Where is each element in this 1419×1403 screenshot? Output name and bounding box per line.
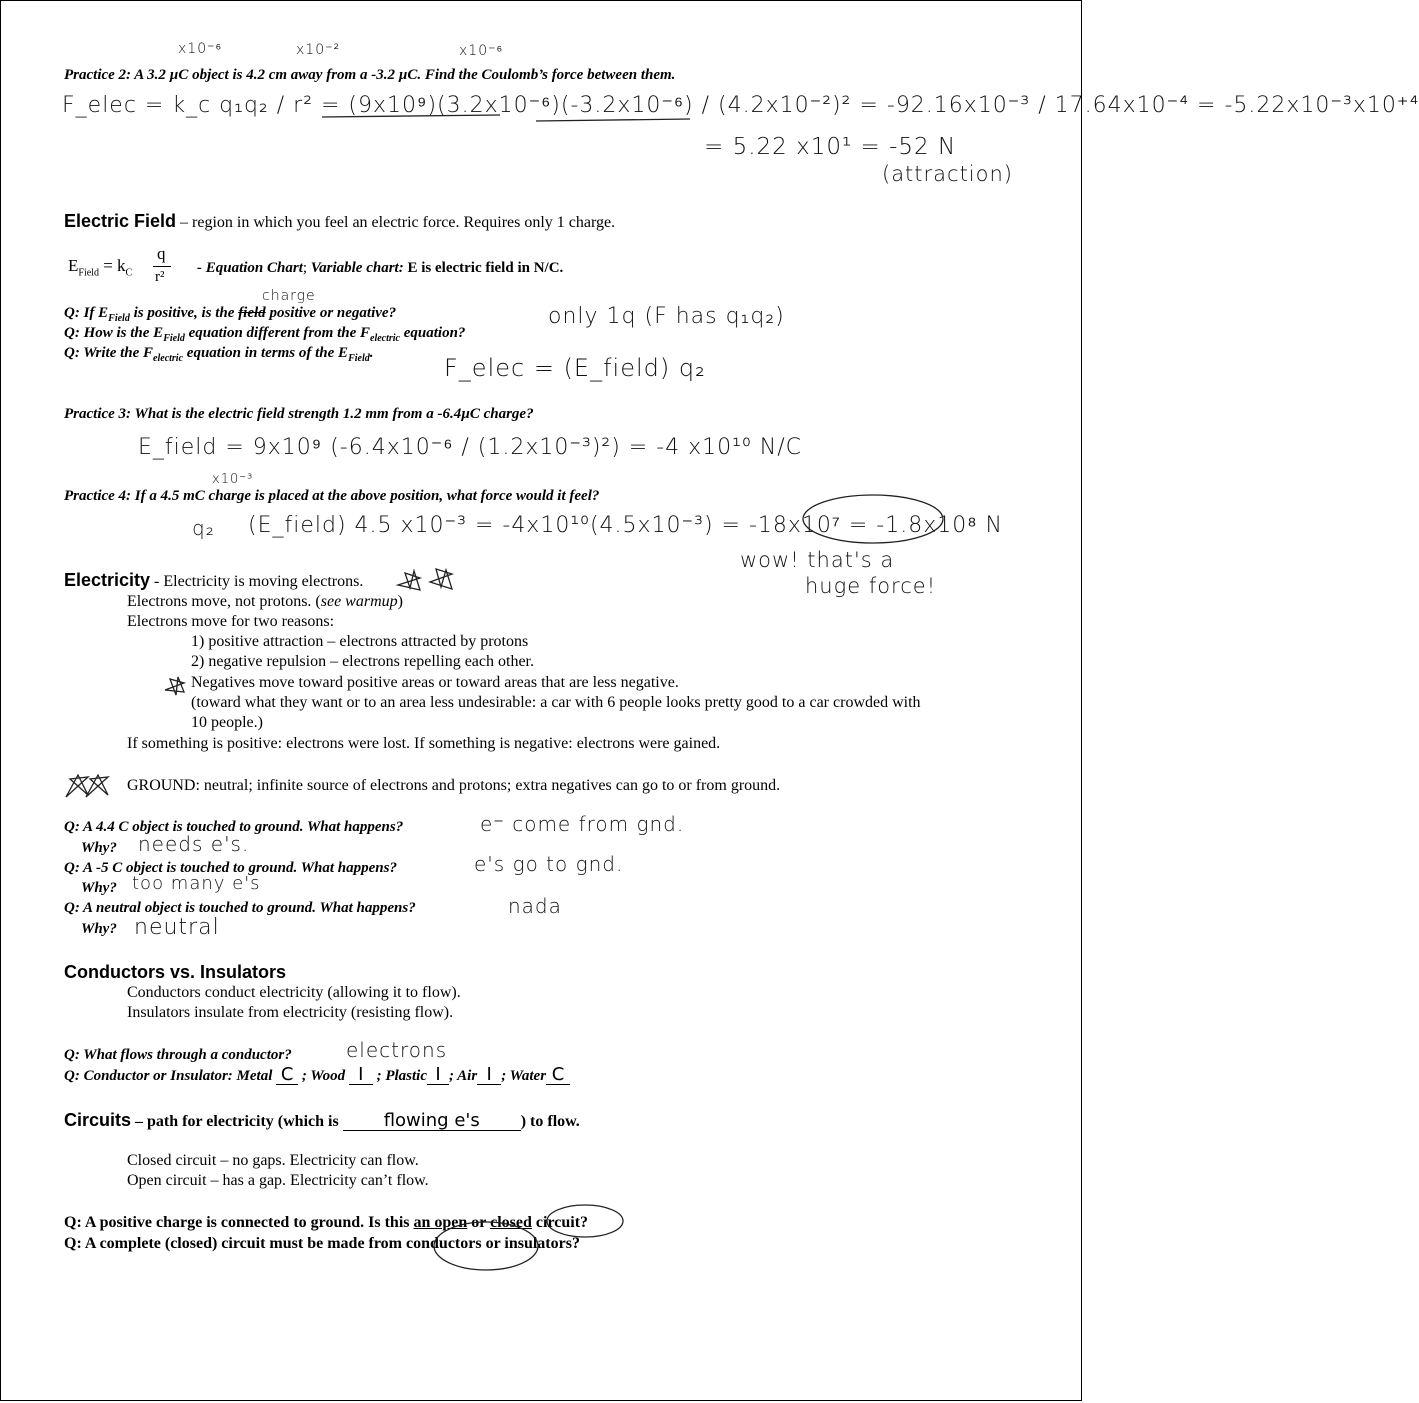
insulators-line: Insulators insulate from electricity (resisting flow). xyxy=(127,1004,454,1021)
circuits-heading: Circuits xyxy=(64,1110,132,1130)
definition-text: – region in which you feel an electric force. Requires only 1 charge. xyxy=(176,214,616,231)
analogy-line-1: (toward what they want or to an area less undesirable: a car with 6 people looks pretty good to a car crowded with xyxy=(191,694,921,711)
eq-numerator: q xyxy=(157,244,166,263)
reason-2: 2) negative repulsion – electrons repelling each other. xyxy=(191,653,534,670)
definition-text: – path for electricity (which is xyxy=(131,1113,343,1130)
wood-answer: I xyxy=(349,1066,373,1085)
conductors-heading: Conductors vs. Insulators xyxy=(64,962,287,982)
q-sub: electric xyxy=(370,333,400,344)
ground-definition: GROUND: neutral; infinite source of electrons and protons; extra negatives can go to or from ground. xyxy=(127,777,781,794)
analogy-line-2: 10 people.) xyxy=(191,714,263,731)
q-sub: Field xyxy=(108,313,130,324)
handwritten-comment: wow! that's a xyxy=(740,548,895,572)
electricity-heading: Electricity xyxy=(64,570,151,590)
handwritten-comment: huge force! xyxy=(805,574,937,598)
conductors-line: Conductors conduct electricity (allowing it to flow). xyxy=(127,984,461,1001)
eq-c: C xyxy=(125,267,133,279)
q-text: ; Plastic xyxy=(376,1068,427,1084)
fraction-line xyxy=(322,115,500,117)
metal-answer: C xyxy=(276,1066,298,1085)
why-label: Why? xyxy=(81,880,117,896)
struck-word: field xyxy=(238,305,266,321)
handwritten-answer: neutral xyxy=(134,915,220,940)
note-a: - Equation Chart xyxy=(197,260,303,276)
q-text: . xyxy=(369,345,374,361)
note-c: Variable chart: xyxy=(310,260,404,276)
eq-lhs: E xyxy=(68,256,79,275)
circle-annotation xyxy=(547,1205,623,1237)
handwritten-work: E_field = 9x10⁹ (-6.4x10⁻⁶ / (1.2x10⁻³)²) = -4 x10¹⁰ N/C xyxy=(138,435,803,460)
air-answer: I xyxy=(477,1066,501,1085)
q-text: ; Water xyxy=(501,1068,547,1084)
q-text: equation in terms of the E xyxy=(183,345,349,361)
q-text: equation different from the F xyxy=(184,325,371,341)
q-text: circuit? xyxy=(531,1214,589,1231)
negatives-line: Negatives move toward positive areas or toward areas that are less negative. xyxy=(191,674,679,691)
q-text: Q: A positive charge is connected to ground. Is this xyxy=(64,1214,414,1231)
italic-text: see warmup xyxy=(320,593,398,610)
eq-rhs: = k xyxy=(98,256,126,275)
q-text: is positive, is the xyxy=(129,305,239,321)
q-text: equation? xyxy=(400,325,466,341)
q-text: Q: A complete (closed) circuit must be made from xyxy=(64,1235,407,1252)
eq-sub: Field xyxy=(78,267,99,279)
practice-3-question: Practice 3: What is the electric field strength 1.2 mm from a -6.4µC charge? xyxy=(64,406,534,422)
why-label: Why? xyxy=(81,921,117,937)
note-b: ; xyxy=(302,260,311,276)
option-open: an open xyxy=(413,1214,468,1231)
electric-field-heading: Electric Field xyxy=(64,211,177,231)
handwritten-answer: e⁻ come from gnd. xyxy=(480,812,685,836)
handwritten-answer: e's go to gnd. xyxy=(474,852,624,876)
handwritten-note: charge xyxy=(262,288,316,304)
star-icon xyxy=(430,569,452,589)
circle-annotation xyxy=(434,1222,538,1270)
plastic-answer: I xyxy=(427,1066,449,1085)
q-text: or xyxy=(467,1214,491,1231)
definition-text: - Electricity is moving electrons. xyxy=(150,573,364,590)
practice-2-question: Practice 2: A 3.2 µC object is 4.2 cm away from a -3.2 µC. Find the Coulomb’s force between them. xyxy=(64,67,676,83)
practice-4-question: Practice 4: If a 4.5 mC charge is placed at the above position, what force would it feel? xyxy=(64,488,600,504)
note-d: E is electric field in N/C. xyxy=(403,260,564,276)
handwritten-answer: electrons xyxy=(346,1038,448,1062)
q-text: Q: If E xyxy=(64,305,109,321)
q-text: ; Air xyxy=(448,1068,478,1084)
option-conductors: conductors xyxy=(406,1235,482,1252)
q-text: ; Wood xyxy=(301,1068,346,1084)
conductor-flow-question: Q: What flows through a conductor? xyxy=(64,1047,292,1063)
q-text: Q: Write the F xyxy=(64,345,154,361)
circuits-blank-answer: flowing e's xyxy=(343,1112,521,1131)
two-reasons-line: Electrons move for two reasons: xyxy=(127,613,335,630)
reason-1: 1) positive attraction – electrons attracted by protons xyxy=(191,633,529,650)
q-sub: Field xyxy=(348,353,370,364)
text: Electrons move, not protons. ( xyxy=(127,593,321,610)
handwritten-answer: only 1q (F has q₁q₂) xyxy=(548,304,785,329)
open-circuit-line: Open circuit – has a gap. Electricity can’t flow. xyxy=(127,1172,429,1189)
handwritten-note: x10⁻² xyxy=(296,42,341,58)
ground-question: Q: A neutral object is touched to ground. What happens? xyxy=(64,900,416,916)
q-sub: electric xyxy=(153,353,184,364)
why-label: Why? xyxy=(81,840,117,856)
fraction-line xyxy=(536,119,690,121)
handwritten-note: x10⁻³ xyxy=(212,472,254,487)
star-icon xyxy=(66,775,88,797)
q-text: positive or negative? xyxy=(265,305,397,321)
lost-gained-line: If something is positive: electrons were lost. If something is negative: electrons were gained. xyxy=(127,735,721,752)
ground-question: Q: A 4.4 C object is touched to ground. What happens? xyxy=(64,819,404,835)
eq-denominator: r² xyxy=(155,269,165,285)
handwritten-work: (attraction) xyxy=(882,162,1013,186)
circle-annotation xyxy=(803,495,943,543)
handwritten-work: F_elec = k_c q₁q₂ / r² = (9x10⁹)(3.2x10⁻⁶)(-3.2x10⁻⁶) / (4.2x10⁻²)² = -92.16x10⁻³ / 17.64x10⁻⁴ = -5.22x10⁻³x10⁺⁴ xyxy=(62,93,1419,118)
q-text: Q: How is the E xyxy=(64,325,164,341)
q-sub: Field xyxy=(163,333,185,344)
handwritten-note: x10⁻⁶ xyxy=(178,41,223,57)
star-icon xyxy=(86,775,108,797)
closed-circuit-line: Closed circuit – no gaps. Electricity can flow. xyxy=(127,1152,419,1169)
water-answer: C xyxy=(546,1066,570,1085)
ground-question: Q: A -5 C object is touched to ground. What happens? xyxy=(64,860,397,876)
text: ) xyxy=(397,593,403,610)
star-icon xyxy=(398,571,420,590)
handwritten-work: = 5.22 x10¹ = -52 N xyxy=(704,134,957,160)
handwritten-work: q₂ xyxy=(192,516,215,540)
q-text: or insulators? xyxy=(481,1235,580,1252)
handwritten-answer: needs e's. xyxy=(138,832,250,856)
handwritten-answer: F_elec = (E_field) q₂ xyxy=(444,354,706,382)
option-closed: closed xyxy=(490,1214,532,1231)
handwritten-note: x10⁻⁶ xyxy=(459,43,504,59)
star-icon xyxy=(165,677,184,695)
definition-text: ) to flow. xyxy=(520,1113,580,1130)
q-text: Q: Conductor or Insulator: Metal xyxy=(64,1068,273,1084)
handwritten-answer: nada xyxy=(508,894,562,918)
handwritten-answer: too many e's xyxy=(132,873,261,894)
handwritten-work: (E_field) 4.5 x10⁻³ = -4x10¹⁰(4.5x10⁻³) = -18x10⁷ = -1.8x10⁸ N xyxy=(248,513,1003,538)
